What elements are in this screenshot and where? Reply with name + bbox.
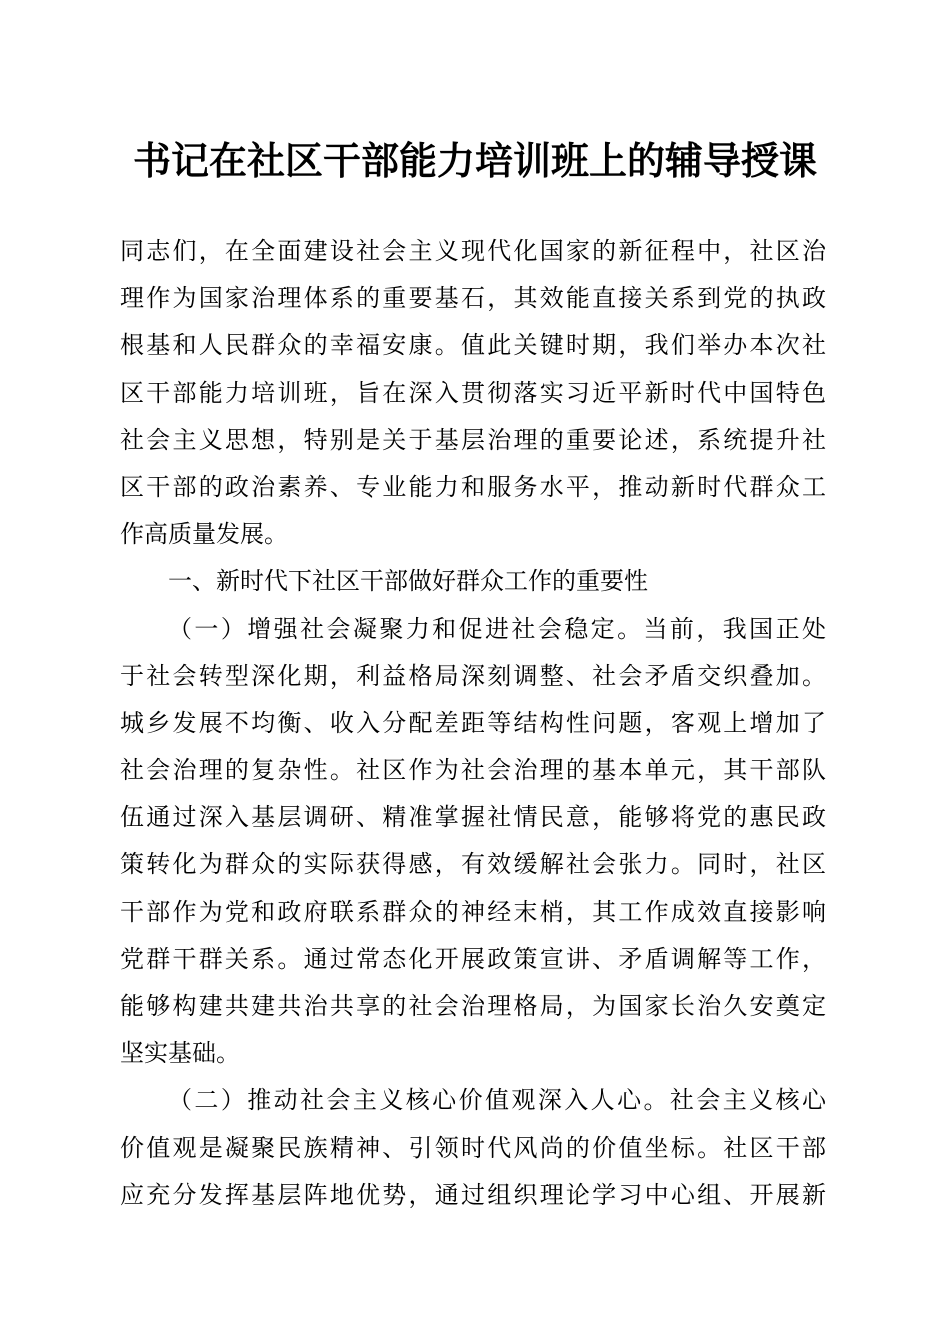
section-heading: 一、新时代下社区干部做好群众工作的重要性 <box>168 567 648 596</box>
paragraph-line: 理作为国家治理体系的重要基石，其效能直接关系到党的执政 <box>120 284 826 313</box>
document-title: 书记在社区干部能力培训班上的辅导授课 <box>132 138 817 183</box>
paragraph-line: 干部作为党和政府联系群众的神经末梢，其工作成效直接影响 <box>120 897 826 926</box>
paragraph-line: 区干部的政治素养、专业能力和服务水平，推动新时代群众工 <box>120 472 826 501</box>
paragraph-line: 根基和人民群众的幸福安康。值此关键时期，我们举办本次社 <box>120 331 826 360</box>
paragraph-line: 伍通过深入基层调研、精准掌握社情民意，能够将党的惠民政 <box>120 803 826 832</box>
paragraph-line: 区干部能力培训班，旨在深入贯彻落实习近平新时代中国特色 <box>120 378 826 407</box>
paragraph-line: 能够构建共建共治共享的社会治理格局，为国家长治久安奠定 <box>120 992 826 1020</box>
paragraph-line: （一）增强社会凝聚力和促进社会稳定。当前，我国正处 <box>168 614 826 643</box>
paragraph-line: 坚实基础。 <box>120 1039 240 1068</box>
paragraph-line: 应充分发挥基层阵地优势，通过组织理论学习中心组、开展新 <box>120 1180 826 1209</box>
paragraph-line: 价值观是凝聚民族精神、引领时代风尚的价值坐标。社区干部 <box>120 1133 826 1162</box>
paragraph-line: 同志们，在全面建设社会主义现代化国家的新征程中，社区治 <box>120 237 826 265</box>
paragraph-line: 党群干群关系。通过常态化开展政策宣讲、矛盾调解等工作， <box>120 944 826 973</box>
paragraph-line: 城乡发展不均衡、收入分配差距等结构性问题，客观上增加了 <box>120 708 826 737</box>
paragraph-line: 社会主义思想，特别是关于基层治理的重要论述，系统提升社 <box>120 425 826 454</box>
paragraph-line: 于社会转型深化期，利益格局深刻调整、社会矛盾交织叠加。 <box>120 661 826 690</box>
paragraph-line: 作高质量发展。 <box>120 520 288 549</box>
paragraph-line: （二）推动社会主义核心价值观深入人心。社会主义核心 <box>168 1086 826 1115</box>
paragraph-line: 策转化为群众的实际获得感，有效缓解社会张力。同时，社区 <box>120 850 826 879</box>
paragraph-line: 社会治理的复杂性。社区作为社会治理的基本单元，其干部队 <box>120 756 826 785</box>
document-body <box>120 228 826 1219</box>
